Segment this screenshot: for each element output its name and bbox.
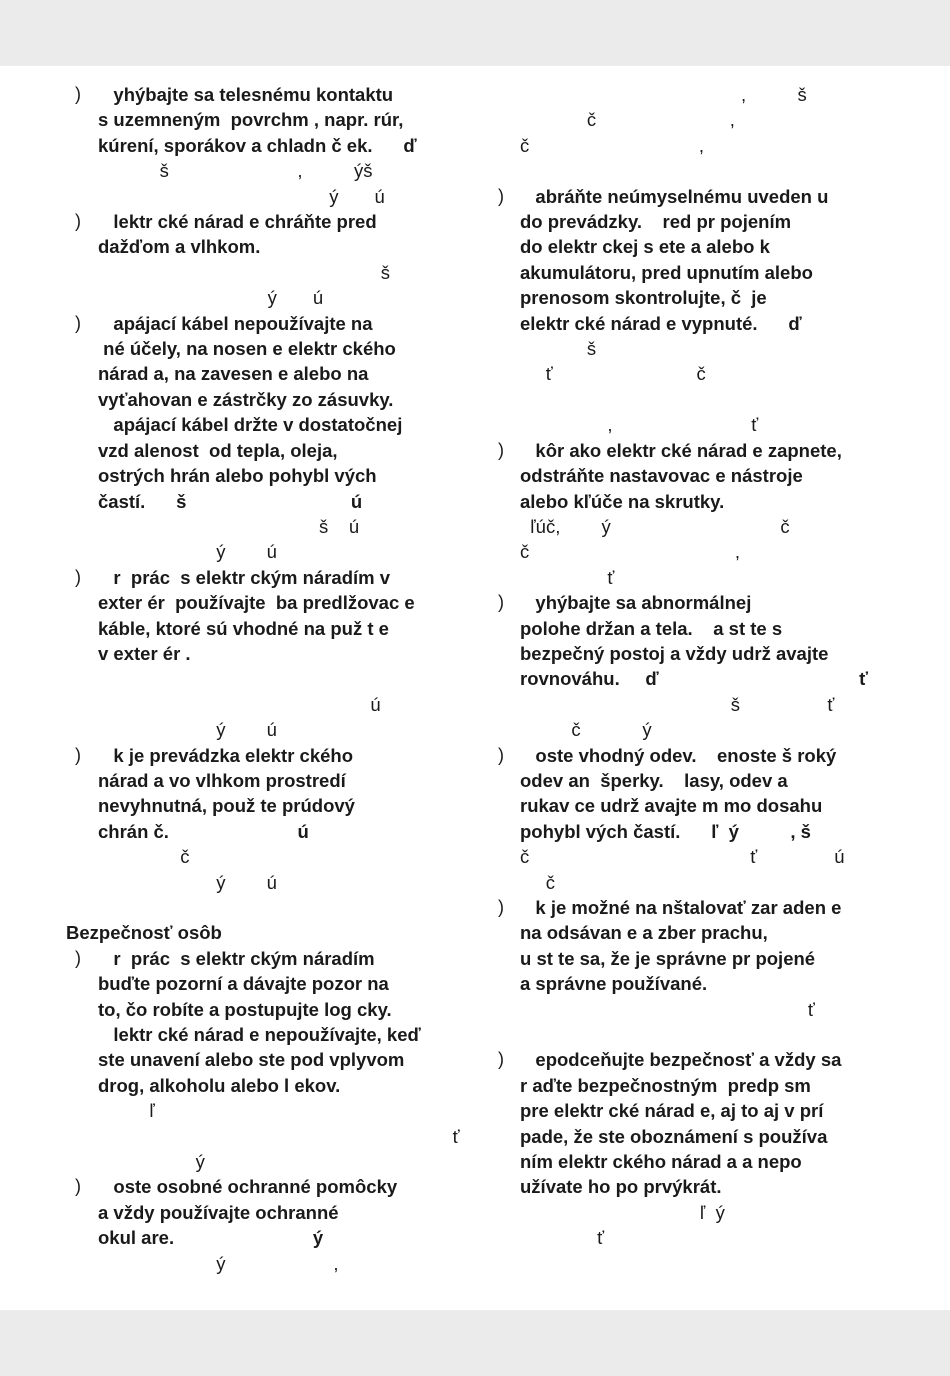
faded-text-line: š , ýš (98, 160, 373, 182)
bold-text-line: epodceňujte bezpečnosť a vždy sa (520, 1049, 842, 1071)
bold-text-line: s uzemneným povrchm , napr. rúr, (98, 109, 404, 131)
faded-text-line: č ý (520, 719, 652, 741)
instruction-item (66, 311, 466, 565)
bold-text-line: nárad a vo vlhkom prostredí (98, 769, 346, 791)
faded-text-line: č , (520, 541, 740, 563)
faded-text-line: č , (520, 134, 705, 156)
bold-text-line: vzd alenost od tepla, oleja, (98, 439, 338, 461)
item-marker: ) (498, 1049, 504, 1070)
item-marker: ) (75, 84, 81, 104)
bold-text-line: rukav ce udrž avajte m mo dosahu (520, 795, 823, 817)
bold-text-line: oste osobné ochranné pomôcky (98, 1176, 398, 1198)
bold-text-line: u st te sa, že je správne pr pojené (520, 947, 816, 969)
bold-text-line: r prác s elektr ckým náradím (98, 947, 375, 969)
faded-text-line: š (98, 261, 390, 283)
bold-text-line: buďte pozorní a dávajte pozor na (98, 973, 389, 995)
instruction-item (66, 209, 466, 311)
bold-text-line: rovnováhu. ď ť (520, 668, 869, 690)
bold-text-line: do prevádzky. red pr pojením (520, 211, 792, 233)
bold-text-line: k je možné na nštalovať zar aden e (520, 897, 842, 918)
bold-text-line: alebo kľúče na skrutky. (520, 490, 725, 512)
bold-text-line: oste vhodný odev. enoste š roký (520, 744, 837, 766)
bold-text-line: káble, ktoré sú vhodné na puž t e (98, 617, 389, 639)
faded-text-line: ť (520, 998, 815, 1020)
bold-text-line: ostrých hrán alebo pohybl vých (98, 465, 377, 487)
faded-text-line: č , (520, 109, 735, 131)
bold-text-line: na odsávan e a zber prachu, (520, 922, 768, 944)
bold-text-line: apájací kábel držte v dostatočnej (98, 414, 403, 436)
section-gap (66, 895, 466, 920)
bold-text-line: užívate ho po prvýkrát. (520, 1176, 722, 1198)
bold-text-line: okul are. ý (98, 1227, 324, 1249)
instruction-item (66, 743, 466, 895)
bold-text-line: elektr cké nárad e vypnuté. ď (520, 312, 802, 334)
bold-text-line: odstráňte nastavovac e nástroje (520, 465, 803, 487)
faded-text-line: ľúč, ý č (520, 515, 790, 537)
instruction-item (488, 743, 888, 895)
bold-text-line: kôr ako elektr cké nárad e zapnete, (520, 439, 842, 461)
bold-text-line: yhýbajte sa telesnému kontaktu (98, 84, 394, 105)
bold-text-line: abráňte neúmyselnému uveden u (520, 185, 829, 207)
bold-text-line: pade, že ste oboznámení s používa (520, 1125, 828, 1147)
bold-text-line: lektr cké nárad e nepoužívajte, keď (98, 1024, 421, 1046)
bold-text-line: ním elektr ckého nárad a a nepo (520, 1151, 802, 1173)
bold-text-line: v exter ér . (98, 642, 191, 664)
section-heading: Bezpečnosť osôb (66, 922, 222, 944)
faded-text-line: ú (98, 693, 381, 715)
item-marker: ) (75, 566, 81, 587)
left-column (66, 82, 466, 1276)
faded-text-line (66, 666, 466, 691)
item-marker: ) (75, 312, 81, 333)
instruction-item (66, 946, 466, 1175)
bottom-margin-band (0, 1310, 950, 1376)
instruction-item (66, 565, 466, 743)
item-marker: ) (75, 947, 81, 968)
faded-text-line: , ť (520, 414, 759, 436)
bold-text-line: r aďte bezpečnostným predp sm (520, 1074, 811, 1096)
faded-text-line: š ú (98, 515, 360, 537)
bold-text-line: odev an šperky. lasy, odev a (520, 769, 788, 791)
item-marker: ) (75, 1176, 81, 1197)
faded-text-line: ť (520, 566, 615, 588)
faded-text-line: č (520, 871, 555, 893)
bold-text-line: častí. š ú (98, 490, 363, 512)
bold-text-line: akumulátoru, pred upnutím alebo (520, 261, 813, 283)
bold-text-line: do elektr ckej s ete a alebo k (520, 236, 770, 258)
item-marker: ) (498, 185, 504, 206)
bold-text-line: pohybl vých častí. ľ ý , š (520, 820, 811, 842)
faded-text-line (488, 158, 888, 183)
bold-text-line: vyťahovan e zástrčky zo zásuvky. (98, 388, 394, 410)
bold-text-line: né účely, na nosen e elektr ckého (98, 338, 396, 360)
instruction-item (66, 1174, 466, 1276)
faded-text-line: š ť (520, 693, 835, 715)
bold-text-line: chrán č. ú (98, 820, 309, 842)
bold-text-line: k je prevádzka elektr ckého (98, 744, 354, 766)
instruction-item (488, 82, 888, 184)
top-margin-band (0, 0, 950, 66)
right-column (488, 82, 888, 1251)
instruction-item (488, 590, 888, 742)
faded-text-line: š (520, 338, 597, 360)
instruction-item (488, 184, 888, 438)
bold-text-line: pre elektr cké nárad e, aj to aj v prí (520, 1100, 824, 1122)
item-marker: ) (75, 211, 81, 232)
bold-text-line: nevyhnutná, použ te prúdový (98, 795, 355, 817)
faded-text-line: č ť ú (520, 846, 845, 868)
bold-text-line: ste unavení alebo ste pod vplyvom (98, 1049, 405, 1071)
item-marker: ) (498, 439, 504, 460)
faded-text-line: ľ (98, 1100, 155, 1122)
bold-text-line: prenosom skontrolujte, č je (520, 287, 767, 309)
faded-text-line: ý ú (98, 185, 385, 207)
faded-text-line: ť (98, 1125, 460, 1147)
faded-text-line: , š (520, 84, 807, 105)
bold-text-line: polohe držan a tela. a st te s (520, 617, 783, 639)
faded-text-line: ý ú (98, 871, 277, 893)
faded-text-line: č (98, 846, 190, 868)
faded-text-line (488, 1022, 888, 1047)
faded-text-line: ť (520, 1227, 605, 1249)
faded-text-line: ý ú (98, 719, 277, 741)
bold-text-line: to, čo robíte a postupujte log cky. (98, 998, 392, 1020)
faded-text-line (488, 387, 888, 412)
faded-text-line: ľ ý (520, 1201, 725, 1223)
item-marker: ) (498, 897, 504, 917)
bold-text-line: nárad a, na zavesen e alebo na (98, 363, 369, 385)
item-marker: ) (75, 744, 81, 765)
instruction-item (488, 1047, 888, 1250)
item-marker: ) (498, 592, 504, 613)
faded-text-line: ý ú (98, 287, 324, 309)
bold-text-line: lektr cké nárad e chráňte pred (98, 211, 377, 233)
faded-text-line: ý (98, 1151, 205, 1173)
faded-text-line: ť č (520, 363, 706, 385)
faded-text-line: ý ú (98, 541, 277, 563)
bold-text-line: kúrení, sporákov a chladn č ek. ď (98, 134, 417, 156)
faded-text-line: ý , (98, 1252, 339, 1274)
bold-text-line: r prác s elektr ckým náradím v (98, 566, 391, 588)
instruction-item (488, 438, 888, 590)
bold-text-line: drog, alkoholu alebo l ekov. (98, 1074, 341, 1096)
item-marker: ) (498, 744, 504, 765)
bold-text-line: bezpečný postoj a vždy udrž avajte (520, 642, 829, 664)
bold-text-line: dažďom a vlhkom. (98, 236, 261, 258)
instruction-item (488, 895, 888, 1047)
bold-text-line: a správne používané. (520, 973, 708, 995)
bold-text-line: a vždy používajte ochranné (98, 1201, 339, 1223)
instruction-item (66, 82, 466, 209)
bold-text-line: exter ér používajte ba predlžovac e (98, 592, 415, 614)
bold-text-line: yhýbajte sa abnormálnej (520, 592, 752, 614)
bold-text-line: apájací kábel nepoužívajte na (98, 312, 373, 334)
